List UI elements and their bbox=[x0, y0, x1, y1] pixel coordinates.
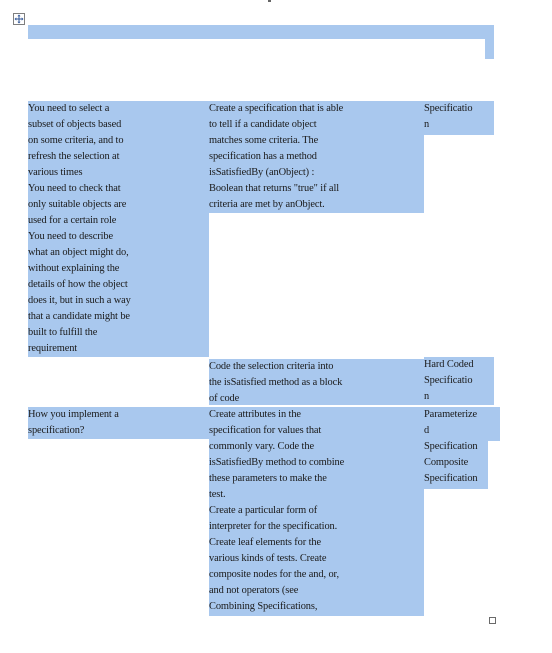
page-top-mark bbox=[268, 0, 271, 2]
table-header-bar bbox=[28, 25, 494, 39]
row3-solution-cell: Create attributes in the specification for values that commonly vary. Code the isSatisfiedBy method to combine these parameters to make the test. Create a particular form of interpreter for the specification. Create leaf elements for the various kinds of tests. Create composite nodes for the and, or, and not operators (see Combining Specifications, bbox=[209, 407, 424, 616]
row1-problem-cell: You need to select a subset of objects based on some criteria, and to refresh the selection at various times You need to check that only suitable objects are used for a certain role You need to describe what an object might do, without explaining the details of how the object does it, but in such a way that a candidate might be built to fulfill the requirement bbox=[28, 101, 209, 357]
row1-pattern-cell: Specificatio n bbox=[424, 101, 494, 135]
row3-pattern-cell: Parameterize d Specification Composite Specification bbox=[424, 407, 500, 441]
table-move-handle-icon[interactable] bbox=[13, 13, 25, 25]
row2-pattern-cell: Hard Coded Specificatio n bbox=[424, 357, 494, 405]
row3-problem-cell: How you implement a specification? bbox=[28, 407, 209, 439]
four-way-arrow-icon bbox=[14, 14, 24, 24]
table-header-bar-edge bbox=[485, 39, 494, 59]
table-resize-handle[interactable] bbox=[489, 617, 496, 624]
row1-solution-cell: Create a specification that is able to tell if a candidate object matches some criteria. The specification has a method isSatisfiedBy (anObject) : Boolean that returns "true" if all criteria are met by anObject. bbox=[209, 101, 424, 213]
row2-solution-cell: Code the selection criteria into the isSatisfied method as a block of code bbox=[209, 359, 424, 405]
